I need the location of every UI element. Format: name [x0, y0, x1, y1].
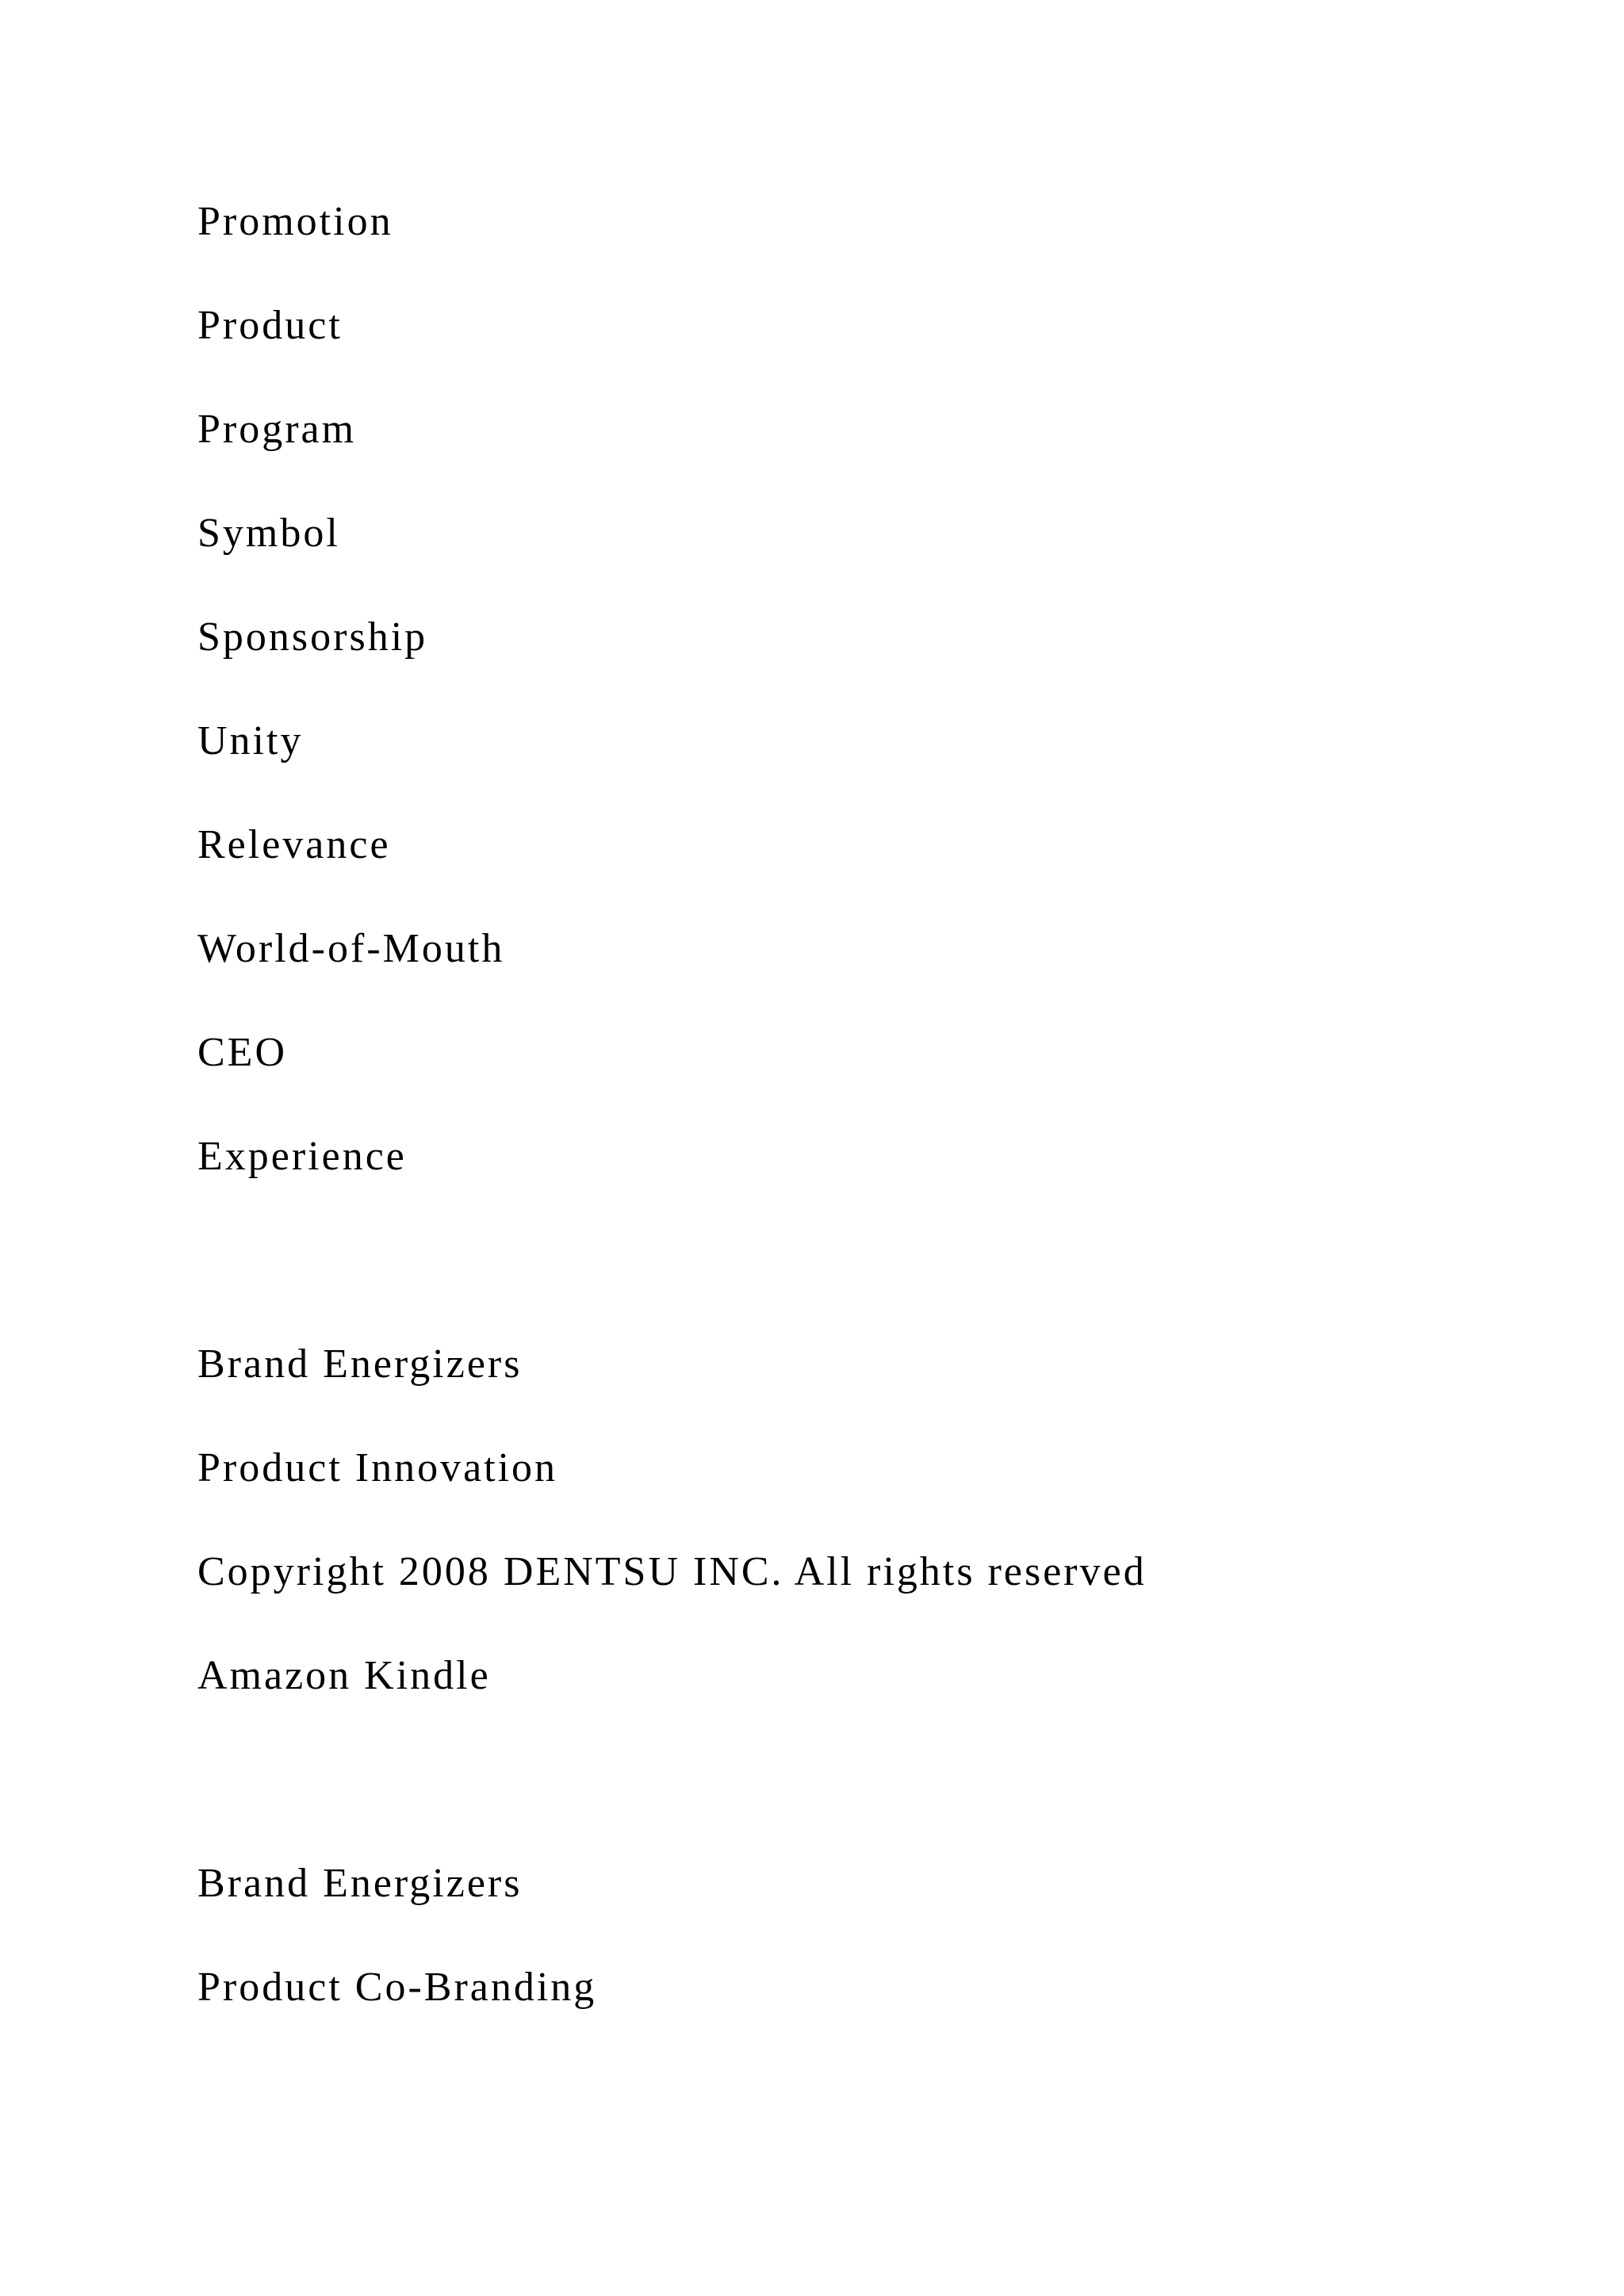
- text-line-copyright: Copyright 2008 DENTSU INC. All rights reserved: [197, 1549, 1147, 1594]
- text-line-promotion: Promotion: [197, 199, 393, 244]
- text-line-amazon-kindle: Amazon Kindle: [197, 1653, 491, 1698]
- text-line-program: Program: [197, 407, 357, 452]
- text-line-unity: Unity: [197, 718, 304, 763]
- text-line-world-of-mouth: World-of-Mouth: [197, 926, 505, 971]
- text-line-product-co-branding: Product Co-Branding: [197, 1965, 597, 2010]
- text-line-brand-energizers-2: Brand Energizers: [197, 1861, 523, 1906]
- text-line-product: Product: [197, 303, 343, 348]
- text-line-symbol: Symbol: [197, 511, 340, 556]
- text-line-brand-energizers-1: Brand Energizers: [197, 1341, 523, 1387]
- text-line-product-innovation: Product Innovation: [197, 1445, 558, 1490]
- text-line-relevance: Relevance: [197, 822, 391, 867]
- text-line-sponsorship: Sponsorship: [197, 614, 428, 660]
- text-line-experience: Experience: [197, 1134, 407, 1179]
- text-line-ceo: CEO: [197, 1030, 287, 1075]
